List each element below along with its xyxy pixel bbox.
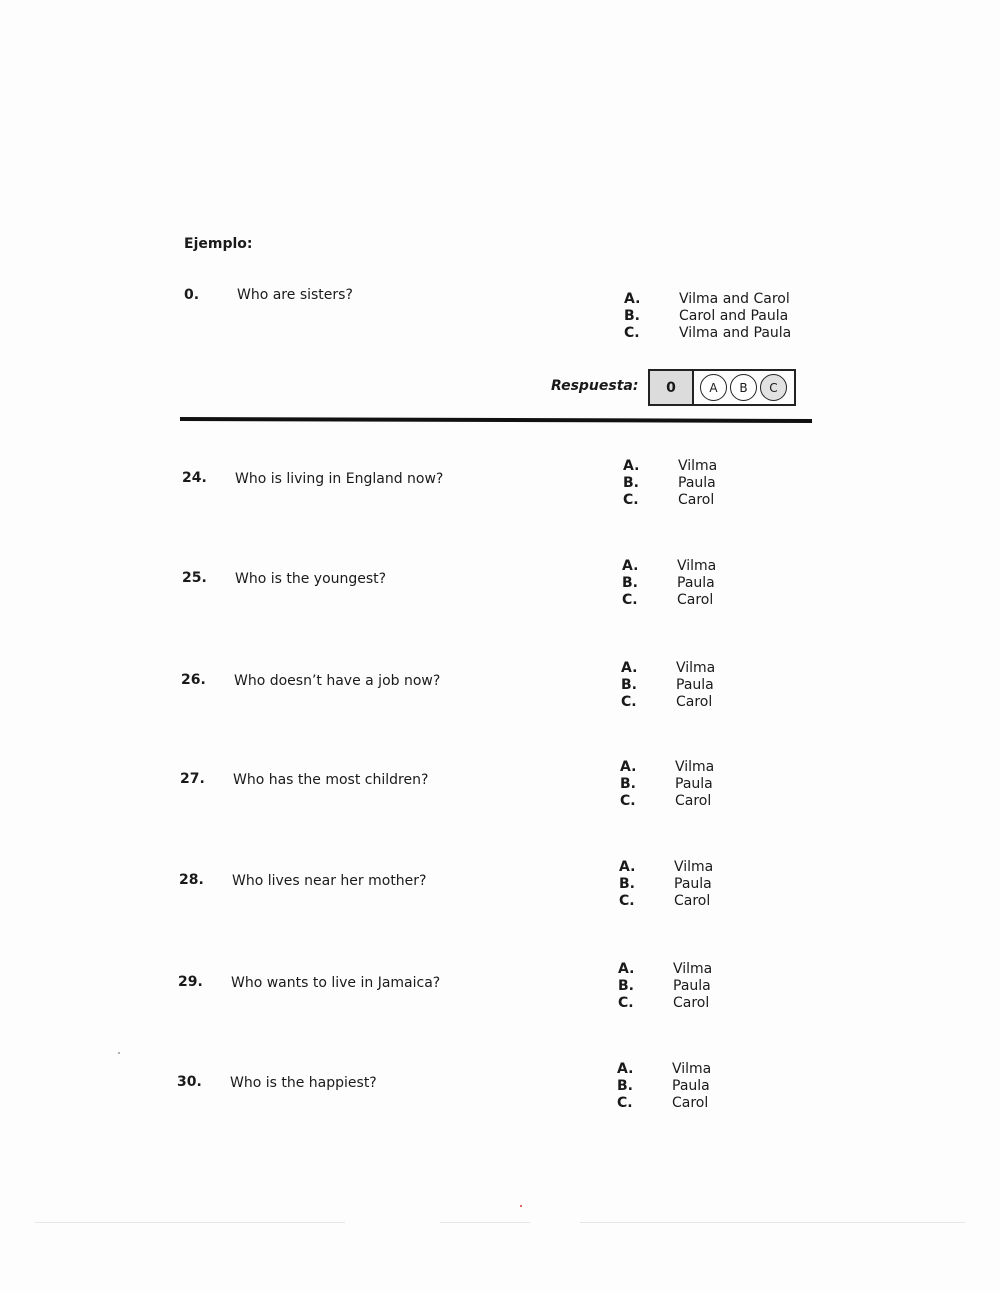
option-a — [622, 558, 716, 575]
option-letter: A. — [617, 1061, 634, 1077]
question-number: 30. — [177, 1074, 202, 1090]
option-letter: C. — [622, 592, 638, 608]
option-c — [620, 793, 714, 810]
option-letter: A. — [624, 291, 641, 307]
option-b — [623, 475, 717, 492]
option-text: Carol — [673, 995, 710, 1011]
option-b — [621, 677, 715, 694]
option-text: Carol — [676, 694, 713, 710]
option-letter: B. — [619, 876, 635, 892]
answer-bubble-c: C — [760, 374, 787, 401]
scan-speck — [118, 1052, 120, 1054]
question-number: 28. — [179, 872, 204, 888]
option-letter: C. — [621, 694, 637, 710]
question-number: 24. — [182, 470, 207, 486]
option-letter: B. — [617, 1078, 633, 1094]
example-question-text: Who are sisters? — [237, 287, 353, 303]
section-divider — [180, 417, 812, 423]
example-question-number: 0. — [184, 287, 200, 303]
option-b — [619, 876, 713, 893]
option-text: Vilma — [678, 458, 718, 474]
answer-bubble-b: B — [730, 374, 757, 401]
question-options — [621, 660, 715, 711]
example-option-c — [624, 325, 791, 342]
option-c — [619, 893, 713, 910]
option-text: Paula — [673, 978, 711, 994]
answer-number: 0 — [650, 371, 694, 404]
answer-label: Respuesta: — [551, 378, 639, 394]
option-text: Vilma and Carol — [679, 291, 790, 307]
option-letter: B. — [620, 776, 636, 792]
option-letter: B. — [623, 475, 639, 491]
option-letter: A. — [619, 859, 636, 875]
option-c — [617, 1095, 711, 1112]
example-option-b — [624, 308, 791, 325]
option-text: Carol — [674, 893, 711, 909]
option-text: Paula — [678, 475, 716, 491]
question-options — [617, 1061, 711, 1112]
option-text: Carol — [677, 592, 714, 608]
answer-bubble-a: A — [700, 374, 727, 401]
option-text: Vilma — [675, 759, 715, 775]
option-letter: A. — [618, 961, 635, 977]
option-letter: B. — [618, 978, 634, 994]
option-text: Paula — [677, 575, 715, 591]
option-b — [620, 776, 714, 793]
option-text: Vilma — [674, 859, 714, 875]
option-text: Vilma and Paula — [679, 325, 792, 341]
question-number: 25. — [182, 570, 207, 586]
question-text: Who is living in England now? — [235, 471, 444, 487]
question-text: Who is the youngest? — [235, 571, 387, 587]
question-text: Who has the most children? — [233, 772, 429, 788]
option-text: Paula — [674, 876, 712, 892]
option-text: Paula — [676, 677, 714, 693]
option-letter: B. — [624, 308, 640, 324]
question-options — [620, 759, 714, 810]
option-text: Carol — [672, 1095, 709, 1111]
option-text: Carol — [678, 492, 715, 508]
option-a — [623, 458, 717, 475]
question-text: Who is the happiest? — [230, 1075, 377, 1091]
question-options — [623, 458, 717, 509]
option-c — [618, 995, 712, 1012]
option-b — [622, 575, 716, 592]
scan-speck — [520, 1205, 522, 1207]
question-text: Who lives near her mother? — [232, 873, 427, 889]
option-a — [617, 1061, 711, 1078]
option-c — [622, 592, 716, 609]
option-letter: C. — [619, 893, 635, 909]
option-a — [618, 961, 712, 978]
answer-bubbles — [694, 371, 794, 404]
example-options — [624, 291, 791, 342]
option-letter: C. — [624, 325, 640, 341]
option-letter: C. — [617, 1095, 633, 1111]
question-number: 26. — [181, 672, 206, 688]
scan-line — [580, 1222, 965, 1223]
example-heading: Ejemplo: — [184, 236, 253, 252]
scan-line — [35, 1222, 345, 1223]
question-number: 27. — [180, 771, 205, 787]
question-text: Who wants to live in Jamaica? — [231, 975, 441, 991]
question-number: 29. — [178, 974, 203, 990]
example-option-a — [624, 291, 791, 308]
option-b — [617, 1078, 711, 1095]
question-options — [618, 961, 712, 1012]
answer-box — [648, 369, 796, 406]
option-letter: A. — [620, 759, 637, 775]
option-text: Paula — [672, 1078, 710, 1094]
option-letter: B. — [621, 677, 637, 693]
option-letter: C. — [623, 492, 639, 508]
option-a — [620, 759, 714, 776]
option-letter: C. — [620, 793, 636, 809]
option-c — [621, 694, 715, 711]
option-letter: A. — [623, 458, 640, 474]
option-text: Carol and Paula — [679, 308, 789, 324]
question-options — [619, 859, 713, 910]
option-text: Vilma — [676, 660, 716, 676]
option-letter: A. — [621, 660, 638, 676]
option-text: Paula — [675, 776, 713, 792]
option-a — [621, 660, 715, 677]
option-text: Vilma — [677, 558, 717, 574]
option-letter: B. — [622, 575, 638, 591]
option-letter: C. — [618, 995, 634, 1011]
option-letter: A. — [622, 558, 639, 574]
option-c — [623, 492, 717, 509]
question-options — [622, 558, 716, 609]
option-text: Carol — [675, 793, 712, 809]
option-text: Vilma — [672, 1061, 712, 1077]
question-text: Who doesn’t have a job now? — [234, 673, 441, 689]
option-text: Vilma — [673, 961, 713, 977]
option-a — [619, 859, 713, 876]
scan-line — [440, 1222, 530, 1223]
option-b — [618, 978, 712, 995]
